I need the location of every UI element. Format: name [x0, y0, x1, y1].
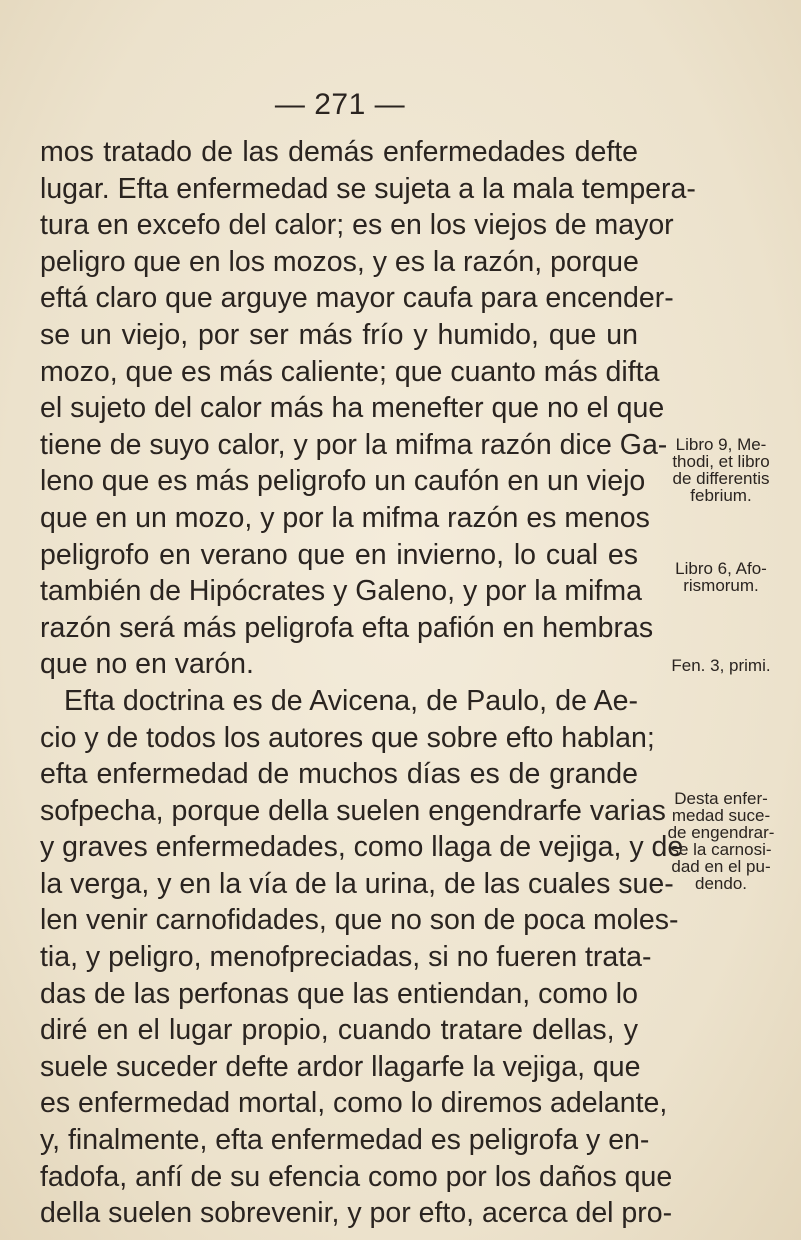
text-line: efta enfermedad de muchos días es de grande [40, 758, 638, 791]
margin-note-line: Libro 6, Afo- [675, 559, 767, 578]
text-line: fadofa, anfí de su efencia como por los daños que [40, 1160, 673, 1193]
margin-note-line: febrium. [690, 486, 752, 505]
text-line: suele suceder defte ardor llagarfe la vejiga, que [40, 1050, 641, 1083]
text-line: razón será más peligrofa efta pafión en hembras [40, 611, 654, 644]
margin-note-line: se la carnosi- [670, 840, 772, 859]
margin-note-line: thodi, et libro [672, 452, 770, 471]
text-line: y, finalmente, efta enfermedad es peligrofa y en- [40, 1124, 650, 1157]
margin-note-line: de differentis [672, 469, 770, 488]
text-line: eftá claro que arguye mayor caufa para encender- [40, 282, 674, 315]
page-number: — 271 — [274, 88, 406, 121]
text-line: mos tratado de las demás enfermedades defte [40, 136, 638, 168]
margin-note-line: Fen. 3, primi. [671, 656, 771, 675]
text-line: que en un mozo, y por la mifma razón es menos [40, 501, 650, 534]
text-line: es enfermedad mortal, como lo diremos adelante, [40, 1087, 668, 1120]
text-line: se un viejo, por ser más frío y humido, que un [40, 318, 638, 351]
text-line: leno que es más peligrofo un caufón en un viejo [40, 465, 646, 498]
text-line: diré en el lugar propio, cuando tratare dellas, y [40, 1014, 638, 1047]
text-line: cio y de todos los autores que sobre efto hablan; [40, 721, 655, 754]
margin-note-line: Libro 9, Me- [675, 435, 767, 454]
text-line: también de Hipócrates y Galeno, y por la mifma [40, 575, 642, 608]
text-line: len venir carnofidades, que no son de poca moles- [40, 904, 679, 937]
margin-note-line: Desta enfer- [674, 789, 768, 808]
margin-note-line: medad suce- [671, 806, 771, 825]
text-line: tia, y peligro, menofpreciadas, si no fueren trata- [40, 941, 652, 974]
margin-note [650, 436, 792, 504]
text-line: Efta doctrina es de Avicena, de Paulo, de Ae- [64, 684, 638, 717]
text-line: y graves enfermedades, como llaga de vejiga, y de [40, 831, 684, 864]
text-line: mozo, que es más caliente; que cuanto más difta [40, 355, 660, 388]
text-line: tura en excefo del calor; es en los viejos de mayor [40, 209, 674, 242]
text-line: la verga, y en la vía de la urina, de las cuales sue- [40, 867, 674, 900]
text-line: peligrofo en verano que en invierno, lo cual es [40, 538, 638, 571]
text-line: que no en varón. [40, 648, 254, 681]
text-line: lugar. Efta enfermedad se sujeta a la mala tempera- [40, 172, 696, 205]
text-line: della suelen sobrevenir, y por efto, acerca del pro- [40, 1197, 673, 1230]
text-line: peligro que en los mozos, y es la razón, porque [40, 245, 639, 278]
margin-note [650, 560, 792, 594]
margin-note-line: dad en el pu- [671, 857, 771, 876]
margin-note-line: rismorum. [683, 576, 759, 595]
text-line: sofpecha, porque della suelen engendrarfe varias [40, 794, 666, 827]
text-line: tiene de suyo calor, y por la mifma razón dice Ga- [40, 428, 668, 461]
margin-note-line: dendo. [695, 874, 747, 893]
margin-note [650, 657, 792, 674]
text-line: el sujeto del calor más ha menefter que no el que [40, 392, 665, 425]
margin-note-line: de engendrar- [667, 823, 775, 842]
body-text [40, 134, 696, 1232]
margin-note [650, 790, 792, 892]
text-line: das de las perfonas que las entiendan, como lo [40, 977, 638, 1010]
